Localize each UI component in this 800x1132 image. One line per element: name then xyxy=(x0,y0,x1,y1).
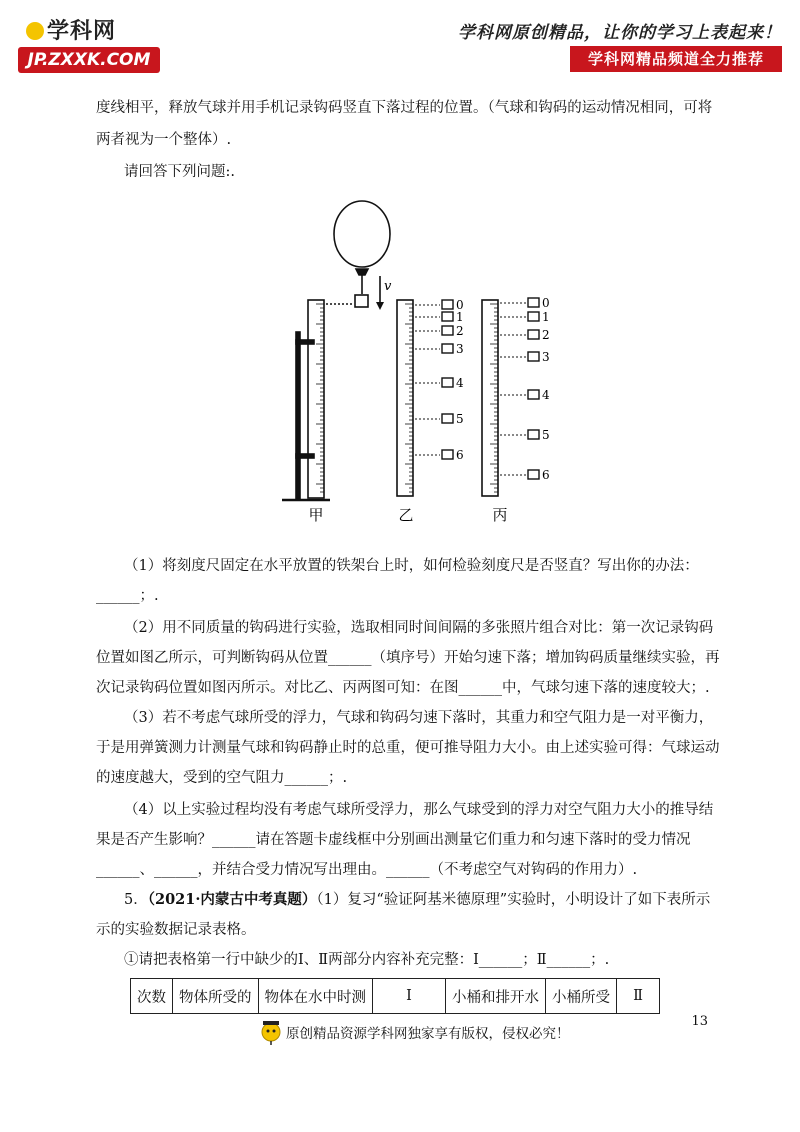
bing-weight-icon xyxy=(528,330,539,339)
ruler-yi xyxy=(397,300,413,496)
yi-weight-icon xyxy=(442,450,453,459)
q3-line-3: 的速度越大，受到的空气阻力______；. xyxy=(96,770,348,786)
page-number: 13 xyxy=(691,1014,708,1029)
yi-weight-icon xyxy=(442,300,453,309)
table-header-row xyxy=(131,979,660,1014)
logo-wordmark xyxy=(26,14,116,45)
yi-weight-icon xyxy=(442,344,453,353)
header-banner: 学科网精品频道全力推荐 xyxy=(570,46,782,72)
bing-weight-icon xyxy=(528,430,539,439)
yi-position-label: 2 xyxy=(456,324,464,338)
table-cell: 小桶所受 xyxy=(546,979,617,1014)
intro-prompt: 请回答下列问题:. xyxy=(124,164,235,180)
table-cell: 物体所受的 xyxy=(173,979,259,1014)
q2-line-1: （2）用不同质量的钩码进行实验，选取相同时间间隔的多张照片组合对比：第一次记录钩码 xyxy=(124,620,714,636)
table-cell: Ⅱ xyxy=(617,979,660,1014)
bing-position-label: 6 xyxy=(542,468,550,482)
q3-line-1: （3）若不考虑气球所受的浮力，气球和钩码匀速下落时，其重力和空气阻力是一对平衡力， xyxy=(124,710,714,726)
ruler-bing xyxy=(482,300,498,496)
q2-line-2: 位置如图乙所示，可判断钩码从位置______（填序号）开始匀速下落；增加钩码质量继续实验，再 xyxy=(96,650,720,666)
yi-position-label: 3 xyxy=(456,342,464,356)
yi-position-label: 1 xyxy=(456,310,464,324)
header-slogan: 学科网原创精品，让你的学习上表起来！ xyxy=(458,23,782,43)
problem-source: （2021·内蒙古中考真题） xyxy=(147,891,317,908)
weight-icon xyxy=(355,295,368,307)
bing-position-label: 3 xyxy=(542,350,550,364)
q4-line-2: 果是否产生影响？______请在答题卡虚线框中分别画出测量它们重力和匀速下落时的受力情况 xyxy=(96,832,691,848)
intro-line-1: 度线相平，释放气球并用手机记录钩码竖直下落过程的位置。（气球和钩码的运动情况相同，可将 xyxy=(96,100,713,116)
balloon-icon xyxy=(334,201,390,267)
caption-bing: 丙 xyxy=(492,506,508,524)
caption-jia: 甲 xyxy=(308,506,324,524)
mascot-icon xyxy=(260,1018,282,1046)
bing-position-label: 4 xyxy=(542,388,550,402)
q1-line-1: （1）将刻度尺固定在水平放置的铁架台上时，如何检验刻度尺是否竖直？写出你的办法： xyxy=(124,558,699,574)
table-cell: 次数 xyxy=(131,979,173,1014)
bing-position-label: 1 xyxy=(542,310,550,324)
problem-number: 5． xyxy=(124,892,148,908)
problem5-line-1 xyxy=(124,890,710,910)
table-cell: 物体在水中时测 xyxy=(258,979,373,1014)
yi-weight-icon xyxy=(442,326,453,335)
positions-bing xyxy=(500,296,550,482)
logo-text: 学科网 xyxy=(47,19,117,44)
bing-weight-icon xyxy=(528,470,539,479)
velocity-label: v xyxy=(384,279,392,294)
problem5-line-2: 示的实验数据记录表格。 xyxy=(96,922,256,938)
yi-position-label: 4 xyxy=(456,376,464,390)
yi-weight-icon xyxy=(442,378,453,387)
q2-line-3: 次记录钩码位置如图丙所示。对比乙、丙两图可知：在图______中，气球匀速下落的速度较大；. xyxy=(96,680,710,696)
caption-yi: 乙 xyxy=(398,506,414,524)
bing-position-label: 0 xyxy=(542,296,550,310)
table-cell: Ⅰ xyxy=(373,979,446,1014)
q1-line-2: ______；. xyxy=(96,588,159,604)
q4-line-3: ______、______，并结合受力情况写出理由。______（不考虑空气对钩码的作用力）. xyxy=(96,862,638,878)
experiment-figure xyxy=(270,196,570,536)
bing-position-label: 2 xyxy=(542,328,550,342)
positions-yi xyxy=(415,298,464,462)
bing-weight-icon xyxy=(528,298,539,307)
yi-weight-icon xyxy=(442,414,453,423)
q3-line-2: 于是用弹簧测力计测量气球和钩码静止时的总重，便可推导阻力大小。由上述实验可得：气球运动 xyxy=(96,740,720,756)
site-logo xyxy=(18,14,163,76)
q4-line-1: （4）以上实验过程均没有考虑气球所受浮力，那么气球受到的浮力对空气阻力大小的推导结 xyxy=(124,802,714,818)
bing-position-label: 5 xyxy=(542,428,550,442)
problem5-line-3: ①请把表格第一行中缺少的Ⅰ、Ⅱ两部分内容补充完整：Ⅰ______；Ⅱ______；. xyxy=(124,952,610,968)
footer-copyright: 原创精品资源学科网独家享有版权，侵权必究！ xyxy=(286,1026,570,1042)
yi-position-label: 0 xyxy=(456,298,464,312)
data-table xyxy=(130,978,660,1014)
table-cell: 小桶和排开水 xyxy=(446,979,546,1014)
bing-weight-icon xyxy=(528,390,539,399)
bing-weight-icon xyxy=(528,352,539,361)
yi-weight-icon xyxy=(442,312,453,321)
bing-weight-icon xyxy=(528,312,539,321)
yi-position-label: 6 xyxy=(456,448,464,462)
yi-position-label: 5 xyxy=(456,412,464,426)
logo-domain: JP.ZXXK.COM xyxy=(18,47,160,73)
intro-line-2: 两者视为一个整体）. xyxy=(96,132,232,148)
problem5-line-1-rest: （1）复习“验证阿基米德原理”实验时，小明设计了如下表所示 xyxy=(316,892,711,908)
mascot-icon xyxy=(26,22,44,40)
